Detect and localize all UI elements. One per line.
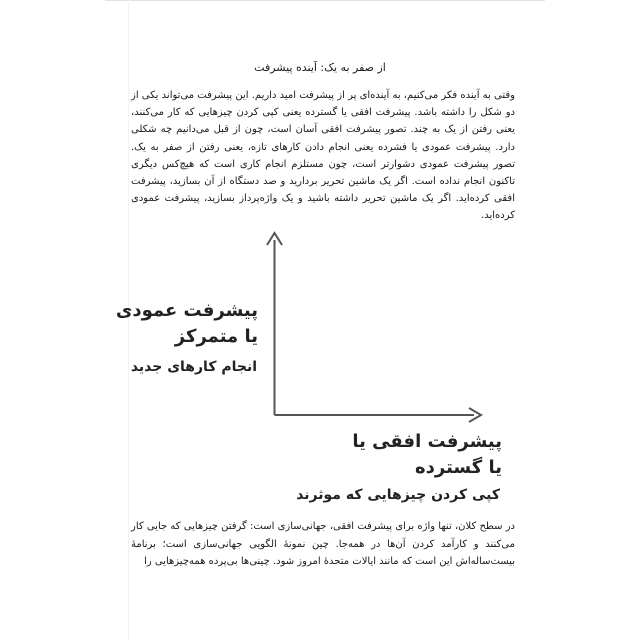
vertical-progress-subtitle: انجام کارهای جدید xyxy=(130,359,257,375)
vertical-title-line-1: پیشرفت عمودی xyxy=(115,300,258,321)
vertical-title-line-2: یا متمرکز xyxy=(174,326,258,347)
horizontal-progress-subtitle: کپی کردن چیزهایی که موثرند xyxy=(296,487,500,503)
horizontal-axis-arrowhead xyxy=(469,408,481,422)
page-top-border xyxy=(105,0,545,1)
paragraph-intro: وقتی به آینده فکر می‌کنیم، به آینده‌ای پر از پیشرفت امید داریم. این پیشرفت می‌تواند یکی از دو شکل را داشته باشد. پیشرفت افقی یا گسترده یعنی کپی کردن چیزهایی که کار می‌کنند، یعنی رفتن از یک به چند. تصور پیشرفت افقی آسان است، چون از قبل می‌دانیم چه شکلی دارد. پیشرفت عمودی یا فشرده یعنی انجام دادن کارهای تازه، یعنی رفتن از صفر به یک. تصور پیشرفت عمودی دشوارتر است، چون مستلزم انجام کاری است که هیچ‌کس دیگری تاکنون انجام نداده است. اگر یک ماشین تحریر بردارید و صد دستگاه از آن بسازید، پیشرفت افقی کرده‌اید. اگر یک ماشین تحریر داشته باشید و یک واژه‌پرداز بسازید، پیشرفت عمودی کرده‌اید. xyxy=(131,90,515,222)
vertical-progress-title xyxy=(116,298,258,350)
vertical-axis-arrowhead xyxy=(267,233,282,245)
horizontal-progress-title xyxy=(352,429,502,481)
horizontal-title-line-2: یا گسترده xyxy=(415,457,502,478)
paragraph-globalization: در سطح کلان، تنها واژه برای پیشرفت افقی، جهانی‌سازی است: گرفتن چیزهایی که جایی کار می‌کنند و کارآمد کردن آن‌ها در همه‌جا. چین نمونهٔ الگویی جهانی‌سازی است؛ برنامهٔ بیست‌ساله‌اش این است که مانند ایالات متحدهٔ امروز شود. چینی‌ها بی‌پرده همه‌چیزهایی را xyxy=(131,521,515,568)
section-heading: از صفر به یک: آینده پیشرفت xyxy=(254,61,386,74)
horizontal-title-line-1: پیشرفت افقی یا xyxy=(352,431,502,452)
